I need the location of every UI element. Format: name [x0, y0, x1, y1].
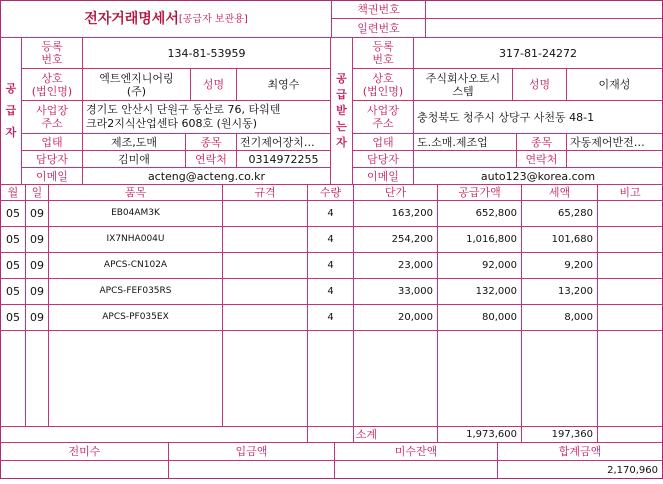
buyer-contact: [567, 151, 662, 167]
table-row-1-item: EB04AM3K: [111, 208, 160, 218]
table-row-5-note: [598, 305, 662, 330]
footer-total: 2,170,960: [607, 464, 658, 476]
table-row-1-qty: 4: [327, 208, 334, 219]
supplier-biz-item: 전기제어장치…: [240, 135, 315, 149]
footer-unpaid-label: 전미수: [68, 445, 101, 458]
table-row-4-note: [598, 279, 662, 304]
buyer-addr: 충청북도 청주시 상당구 사천동 48-1: [417, 110, 595, 124]
table-row-5-month: 05: [6, 311, 20, 324]
table-row-5-qty: 4: [327, 312, 334, 323]
col-spec: 규격: [254, 186, 276, 199]
table-row-5-tax: 8,000: [564, 312, 593, 323]
supplier-rep-label: 성명: [202, 78, 225, 91]
table-row-3-item: APCS-CN102A: [103, 260, 168, 270]
table-row-2-price: 254,200: [391, 234, 433, 245]
table-row-5-item: APCS-PF035EX: [102, 312, 169, 322]
buyer-addr-label: 사업장 주소: [367, 104, 399, 130]
supplier-name-label: 상호 (법인명): [31, 71, 73, 98]
table-row-4-month: 05: [6, 285, 20, 298]
table-row-4-qty: 4: [327, 286, 334, 297]
supplier-contact: 0314972255: [248, 152, 319, 166]
footer-balance-label: 미수잔액: [394, 445, 438, 458]
table-row-1-spec: [223, 201, 307, 226]
table-row-2-note: [598, 227, 662, 252]
buyer-biz-type-label: 업태: [372, 135, 394, 149]
buyer-contact-label: 연락처: [525, 152, 558, 166]
supplier-reg-no: 134-81-53959: [167, 46, 246, 60]
table-row-4-spec: [223, 279, 307, 304]
footer-deposit-label: 입금액: [235, 445, 268, 458]
table-row-1-month: 05: [6, 207, 20, 220]
footer-total-label: 합계금액: [558, 445, 602, 458]
supplier-reg-label: 등록 번호: [41, 40, 63, 66]
col-tax: 세액: [548, 186, 571, 199]
table-row-4-tax: 13,200: [558, 286, 593, 297]
buyer-side-label: 공 급 받 는 자: [336, 72, 347, 149]
supplier-addr-label: 사업장 주소: [36, 104, 68, 130]
buyer-rep-label: 성명: [528, 78, 551, 91]
supplier-biz-type: 제조,도매: [110, 135, 157, 149]
table-row-1-tax: 65,280: [558, 208, 593, 219]
table-row-5-supply: 80,000: [482, 312, 517, 323]
col-price: 단가: [384, 186, 407, 199]
buyer-biz-item: 자동제어반전…: [570, 135, 645, 149]
supplier-biz-item-label: 종목: [200, 135, 222, 149]
subtotal-label: 소계: [355, 428, 377, 441]
supplier-email-label: 이메일: [36, 169, 68, 183]
supplier-side-label: 공 급 자: [5, 82, 17, 139]
table-row-5-spec: [223, 305, 307, 330]
subtotal-supply: 1,973,600: [466, 429, 517, 440]
buyer-biz-type: 도.소매.제조업: [417, 135, 488, 149]
table-row-2-day: 09: [30, 233, 44, 246]
col-supply: 공급가액: [458, 186, 501, 199]
serial-no-label: 일련번호: [357, 21, 400, 35]
table-row-1-note: [598, 201, 662, 226]
supplier-manager: 김미애: [118, 152, 150, 166]
table-row-3-qty: 4: [327, 260, 334, 271]
col-item: 품목: [124, 186, 147, 199]
table-row-2-item: IX7NHA004U: [106, 234, 165, 244]
buyer-reg-label: 등록 번호: [372, 40, 394, 66]
table-row-4-item: APCS-FEF035RS: [99, 286, 172, 296]
buyer-email[interactable]: auto123@korea.com: [480, 169, 596, 183]
table-row-2-supply: 1,016,800: [466, 234, 517, 245]
col-qty: 수량: [319, 186, 342, 199]
table-row-1-price: 163,200: [391, 208, 433, 219]
buyer-biz-item-label: 종목: [530, 135, 553, 149]
footer-balance: [335, 461, 497, 479]
supplier-name: 엑트엔지니어링 (주): [99, 71, 174, 98]
table-row-5-day: 09: [30, 311, 44, 324]
buyer-manager: [414, 151, 516, 167]
col-day: 일: [31, 186, 43, 199]
buyer-rep: 이재성: [598, 78, 631, 91]
title-block: [1, 1, 331, 37]
buyer-manager-label: 담당자: [367, 152, 399, 166]
table-row-2-qty: 4: [327, 234, 334, 245]
table-row-3-note: [598, 253, 662, 278]
book-no-label: 책권번호: [357, 3, 400, 16]
supplier-manager-label: 담당자: [36, 152, 68, 166]
table-row-4-price: 33,000: [398, 286, 433, 297]
table-row-2-month: 05: [6, 233, 20, 246]
table-row-4-day: 09: [30, 285, 44, 298]
table-row-3-spec: [223, 253, 307, 278]
subtotal-tax: 197,360: [551, 429, 593, 440]
supplier-biz-type-label: 업태: [41, 135, 63, 149]
buyer-reg-no: 317-81-24272: [499, 46, 577, 60]
supplier-addr: 경기도 안산시 단원구 동산로 76, 타워텐 크라2지식산업센타 608호 (원시동): [86, 103, 281, 130]
footer-deposit: [169, 461, 334, 479]
col-note: 비고: [619, 186, 641, 199]
table-row-2-tax: 101,680: [551, 234, 593, 245]
table-row-3-day: 09: [30, 259, 44, 272]
table-row-3-supply: 92,000: [482, 260, 517, 271]
table-row-5-price: 20,000: [398, 312, 433, 323]
table-row-4-supply: 132,000: [475, 286, 517, 297]
serial-no-value: [426, 19, 662, 37]
footer-unpaid: [1, 461, 168, 479]
table-row-3-month: 05: [6, 259, 20, 272]
table-row-1-day: 09: [30, 207, 44, 220]
buyer-name-label: 상호 (법인명): [362, 71, 404, 98]
document-title: 전자거래명세서: [84, 10, 179, 27]
buyer-email-label: 이메일: [367, 169, 399, 183]
table-row-2-spec: [223, 227, 307, 252]
buyer-name: 주식회사오토시 스템: [425, 71, 501, 98]
supplier-rep: 최영수: [267, 78, 300, 91]
supplier-email[interactable]: acteng@acteng.co.kr: [147, 169, 266, 183]
col-month: 월: [7, 186, 19, 199]
book-no-value: [426, 1, 662, 18]
table-row-1-supply: 652,800: [475, 208, 517, 219]
table-row-3-tax: 9,200: [564, 260, 593, 271]
supplier-contact-label: 연락처: [195, 152, 227, 166]
table-row-3-price: 23,000: [398, 260, 433, 271]
document-subtitle: [공급자 보관용]: [178, 13, 248, 25]
